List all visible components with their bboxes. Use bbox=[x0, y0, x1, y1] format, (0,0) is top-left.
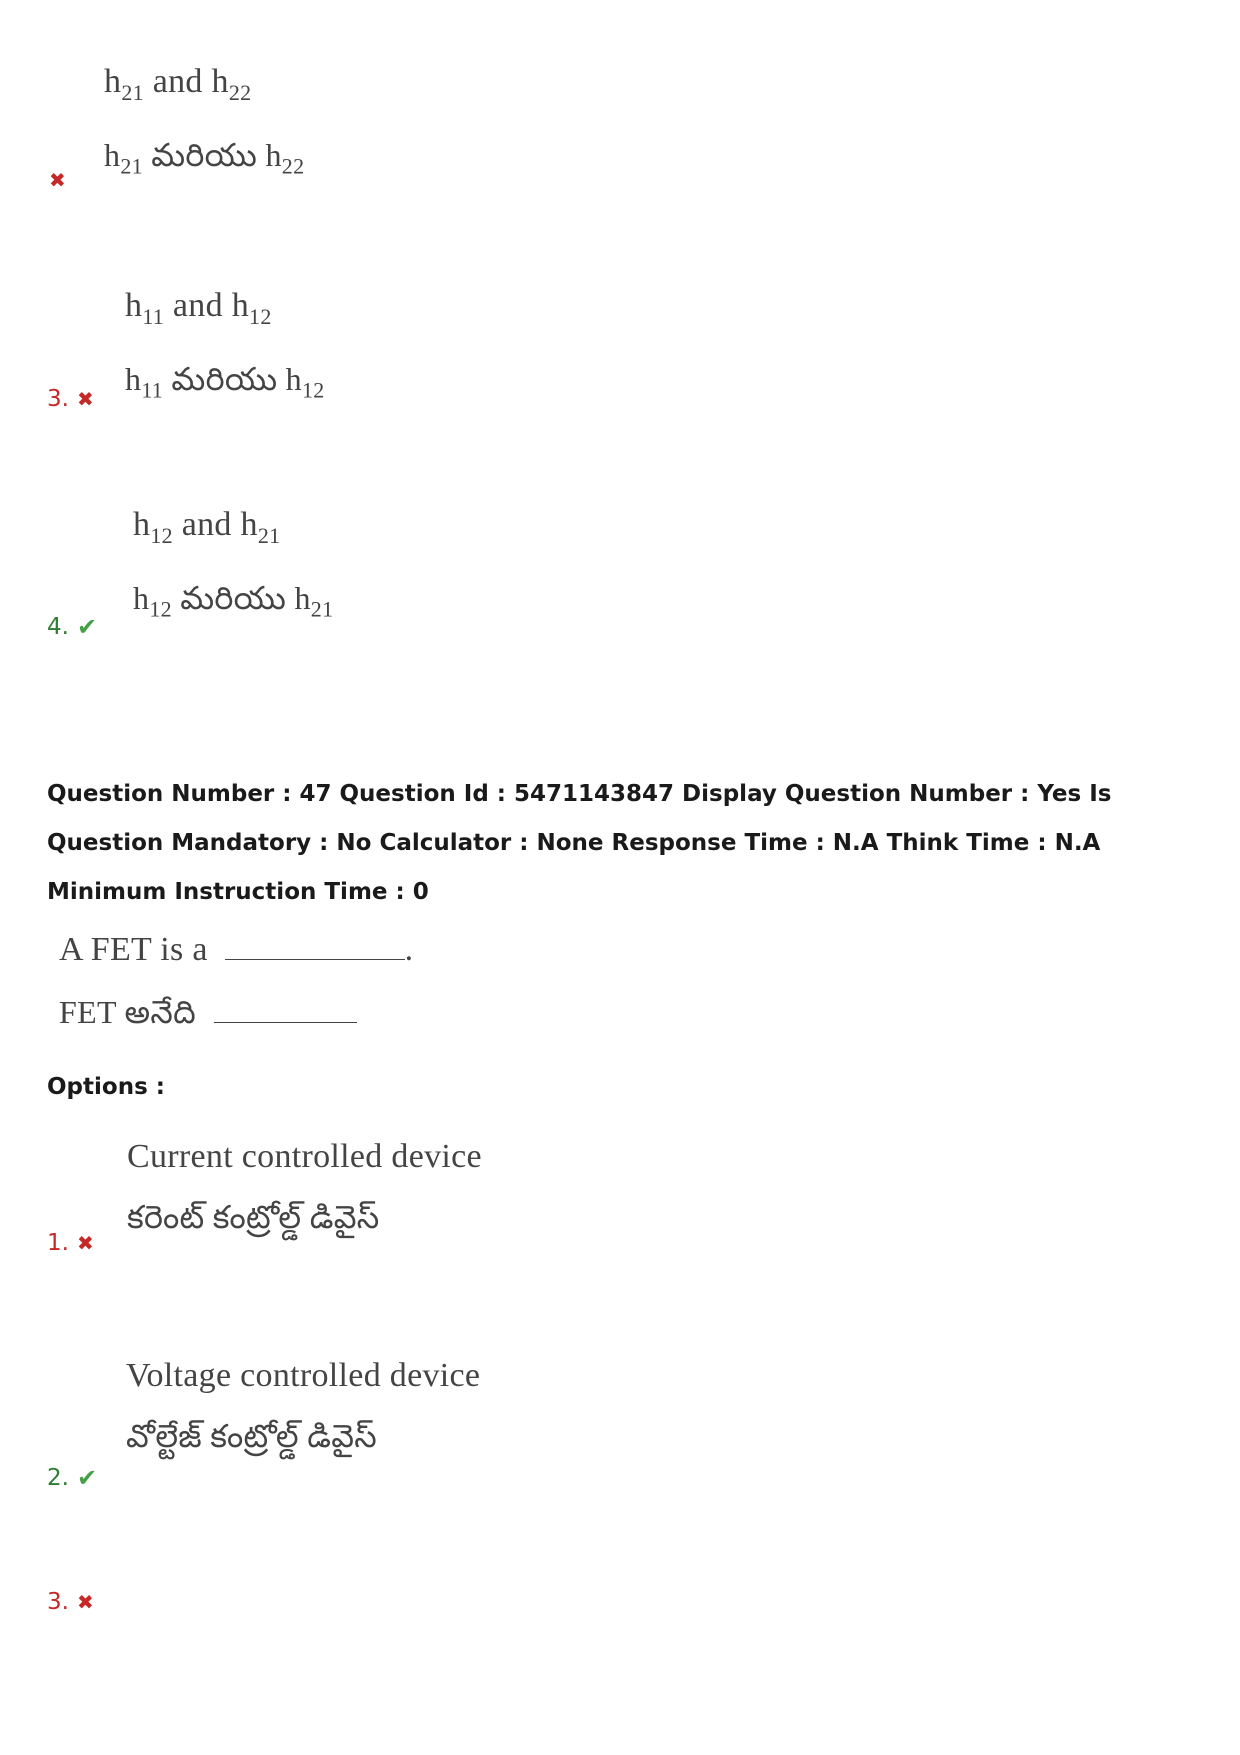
question-meta: Question Number : 47 Question Id : 5471143847 Display Question Number : Yes Is Question Mandatory : No Calculator : None Response Time : N.A Think Time : N.A Minimum Instruction Time : 0 bbox=[47, 781, 1112, 905]
prev-option-3-image bbox=[125, 286, 325, 410]
cross-icon: ✖ bbox=[76, 387, 94, 411]
option-number: 3. bbox=[47, 386, 69, 412]
option-number: 3. bbox=[47, 1589, 69, 1615]
option-text-en: $h_{21}$ and $h_{22}$ bbox=[104, 63, 252, 105]
prev-option-4-image bbox=[133, 505, 333, 629]
stem-te-text: FET అనేది bbox=[59, 994, 197, 1030]
answer-blank bbox=[225, 958, 405, 960]
prev-option-3-marker bbox=[47, 386, 94, 412]
prev-option-2-image bbox=[104, 62, 304, 186]
stem-en-text: A FET is a bbox=[59, 931, 208, 968]
prev-option-2-marker bbox=[49, 170, 66, 190]
option-text-te: కరెంట్ కంట్రోల్డ్ డివైస్ bbox=[127, 1199, 380, 1235]
option-2-image bbox=[126, 1356, 480, 1456]
cross-icon: ✖ bbox=[49, 168, 66, 192]
option-number: 4. bbox=[47, 614, 69, 640]
question-stem-te bbox=[59, 992, 413, 1032]
cross-icon: ✖ bbox=[76, 1590, 94, 1614]
check-icon: ✔ bbox=[76, 613, 98, 641]
check-icon: ✔ bbox=[76, 1464, 98, 1492]
prev-option-4-marker bbox=[47, 614, 97, 640]
cross-icon: ✖ bbox=[76, 1231, 94, 1255]
question-stem bbox=[59, 930, 413, 1032]
option-text-te: $h_{11}$ మరియు $h_{12}$ bbox=[125, 360, 325, 403]
option-1-image bbox=[127, 1137, 482, 1237]
option-text-en: Voltage controlled device bbox=[126, 1357, 481, 1394]
stem-en-period: . bbox=[404, 931, 414, 968]
option-1-marker bbox=[47, 1230, 94, 1256]
option-text-en: $h_{11}$ and $h_{12}$ bbox=[125, 287, 272, 329]
option-number: 2. bbox=[47, 1465, 69, 1491]
option-text-en: $h_{12}$ and $h_{21}$ bbox=[133, 506, 281, 548]
answer-blank-te bbox=[214, 1021, 357, 1023]
option-text-te: $h_{21}$ మరియు $h_{22}$ bbox=[104, 136, 305, 179]
option-number: 1. bbox=[47, 1230, 69, 1256]
options-label: Options : bbox=[47, 1074, 165, 1100]
option-text-te: వోల్టేజ్ కంట్రోల్డ్ డివైస్ bbox=[126, 1418, 378, 1454]
question-stem-en bbox=[59, 930, 413, 970]
option-3-marker bbox=[47, 1589, 94, 1615]
option-text-te: $h_{12}$ మరియు $h_{21}$ bbox=[133, 579, 334, 622]
option-text-en: Current controlled device bbox=[127, 1138, 482, 1175]
option-2-marker bbox=[47, 1465, 97, 1491]
